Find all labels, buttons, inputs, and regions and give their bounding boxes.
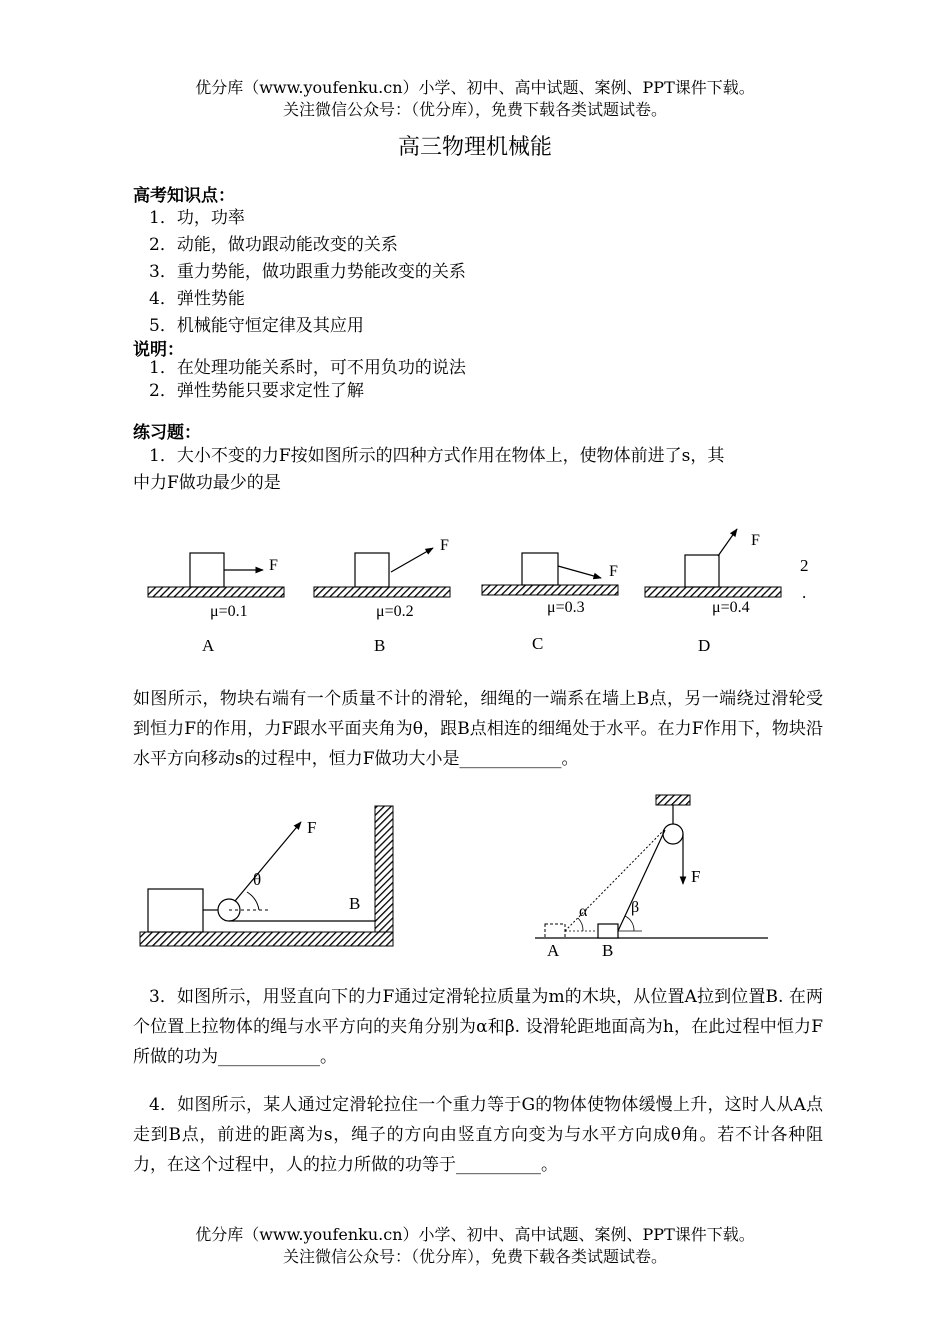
force-label: F bbox=[609, 563, 618, 580]
option-a-friction: μ=0.1 bbox=[210, 603, 248, 620]
notes-heading: 说明： bbox=[133, 340, 184, 360]
force-label: F bbox=[269, 557, 278, 574]
option-d-friction: μ=0.4 bbox=[712, 599, 750, 616]
option-b-diagram bbox=[314, 537, 450, 655]
point-b-label: B bbox=[349, 894, 361, 913]
q3-figure bbox=[530, 790, 775, 965]
q3-text: 3．如图所示，用竖直向下的力F通过定滑轮拉质量为m的木块，从位置A拉到位置B. 在两个位置上拉物体的绳与水平方向的夹角分别为α和β. 设滑轮距地面高为h，在此过程中恒力F所做的功为____________。 bbox=[133, 987, 823, 1067]
exercises-heading: 练习题： bbox=[133, 423, 201, 443]
q1-figure bbox=[130, 520, 830, 665]
notes-list bbox=[149, 357, 466, 403]
q1-line-1: 1．大小不变的力F按如图所示的四种方式作用在物体上，使物体前进了s，其 bbox=[149, 446, 725, 466]
q2-number-dot: . bbox=[802, 583, 807, 602]
position-a-label: A bbox=[547, 941, 560, 960]
q2-text: 如图所示，物块右端有一个质量不计的滑轮，细绳的一端系在墙上B点，另一端绕过滑轮受到恒力F的作用，力F跟水平面夹角为θ，跟B点相连的细绳处于水平。在力F作用下，物块沿水平方向移动s的过程中，恒力F做功大小是____________。 bbox=[133, 689, 823, 769]
force-label: F bbox=[751, 532, 760, 549]
q2-number: 2 bbox=[800, 556, 809, 575]
knowledge-item: 5．机械能守恒定律及其应用 bbox=[149, 316, 364, 336]
knowledge-heading: 高考知识点： bbox=[133, 186, 235, 206]
option-c-letter: C bbox=[532, 634, 544, 653]
q3-answer-blank: ____________ bbox=[218, 1047, 320, 1067]
knowledge-item: 2．动能，做功跟动能改变的关系 bbox=[149, 235, 398, 255]
beta-label: β bbox=[631, 899, 640, 916]
header-line-2: 关注微信公众号：（优分库），免费下载各类试题试卷。 bbox=[282, 100, 667, 119]
q4-answer-blank: __________ bbox=[456, 1155, 541, 1175]
note-item: 2．弹性势能只要求定性了解 bbox=[149, 381, 364, 401]
option-c-diagram bbox=[482, 553, 618, 653]
theta-label: θ bbox=[253, 870, 262, 889]
footer-line-2: 关注微信公众号：（优分库），免费下载各类试题试卷。 bbox=[282, 1247, 667, 1266]
q2-figure bbox=[135, 800, 405, 955]
q2-answer-blank: ____________ bbox=[459, 749, 562, 769]
knowledge-item: 4．弹性势能 bbox=[149, 289, 245, 309]
option-a-diagram bbox=[148, 553, 284, 655]
page-title: 高三物理机械能 bbox=[397, 135, 552, 160]
q1-line-2: 中力F做功最少的是 bbox=[133, 473, 281, 493]
knowledge-item: 3．重力势能，做功跟重力势能改变的关系 bbox=[149, 262, 466, 282]
position-b-label: B bbox=[602, 941, 614, 960]
footer-line-1: 优分库（www.youfenku.cn）小学、初中、高中试题、案例、PPT课件下载。 bbox=[195, 1225, 755, 1244]
force-label: F bbox=[440, 537, 449, 554]
option-b-friction: μ=0.2 bbox=[376, 603, 414, 620]
force-label: F bbox=[691, 867, 701, 886]
alpha-label: α bbox=[579, 903, 588, 920]
knowledge-item: 1．功，功率 bbox=[149, 208, 245, 228]
option-d-diagram bbox=[645, 529, 781, 655]
option-c-friction: μ=0.3 bbox=[547, 599, 585, 616]
option-a-letter: A bbox=[202, 636, 215, 655]
option-d-letter: D bbox=[698, 636, 711, 655]
force-label: F bbox=[307, 818, 317, 837]
q4-text: 4．如图所示，某人通过定滑轮拉住一个重力等于G的物体使物体缓慢上升，这时人从A点走到B点，前进的距离为s，绳子的方向由竖直方向变为与水平方向成θ角。若不计各种阻力，在这个过程中，人的拉力所做的功等于__________。 bbox=[133, 1095, 823, 1175]
header-line-1: 优分库（www.youfenku.cn）小学、初中、高中试题、案例、PPT课件下载。 bbox=[195, 78, 755, 97]
note-item: 1．在处理功能关系时，可不用负功的说法 bbox=[149, 358, 466, 378]
option-b-letter: B bbox=[374, 636, 386, 655]
knowledge-list bbox=[149, 205, 466, 340]
